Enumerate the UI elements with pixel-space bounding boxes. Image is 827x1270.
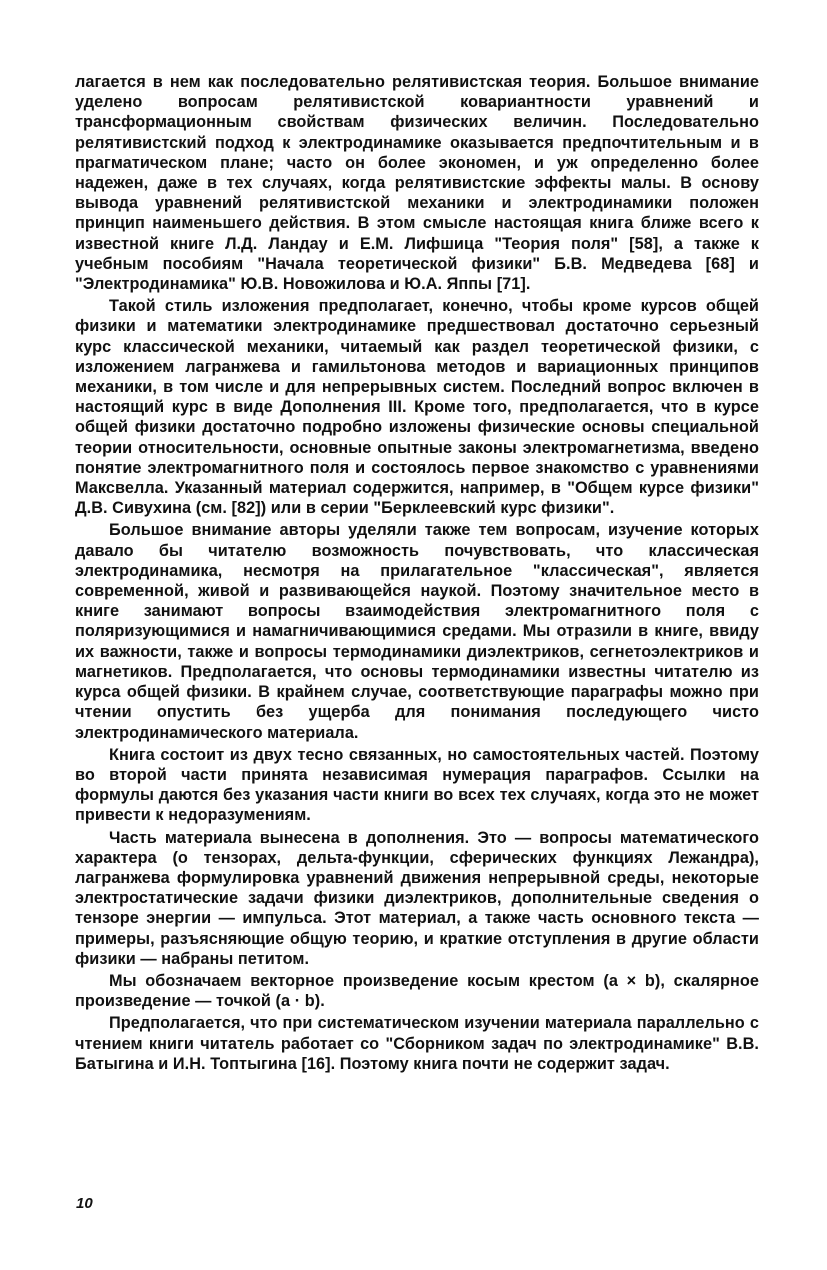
paragraph-6: Мы обозначаем векторное произведение косым крестом (a × b), скалярное произведение — точкой (a · b).	[75, 971, 759, 1011]
paragraph-7: Предполагается, что при систематическом изучении материала параллельно с чтением книги читатель работает со "Сборником задач по электродинамике" В.В. Батыгина и И.Н. Топтыгина [16]. Поэтому книга почти не содержит задач.	[75, 1014, 759, 1073]
paragraph-4: Книга состоит из двух тесно связанных, но самостоятельных частей. Поэтому во второй части принята независимая нумерация параграфов. Ссылки на формулы даются без указания части книги во всех тех случаях, когда это не может привести к недоразумениям.	[75, 745, 759, 825]
paragraph-2: Такой стиль изложения предполагает, конечно, чтобы кроме курсов общей физики и математики электродинамике предшествовал достаточно серьезный курс классической механики, читаемый как раздел теоретической физики, с изложением лагранжева и гамильтонова методов и вариационных принципов механики, в том числе и для непрерывных систем. Последний вопрос включен в настоящий курс в виде Дополнения III. Кроме того, предполагается, что в курсе общей физики достаточно подробно изложены физические основы специальной теории относительности, основные опытные законы электромагнетизма, введено понятие электромагнитного поля и состоялось первое знакомство с уравнениями Максвелла. Указанный материал содержится, например, в "Общем курсе физики" Д.В. Сивухина (см. [82]) или в серии "Берклеевский курс физики".	[75, 297, 759, 518]
paragraph-3: Большое внимание авторы уделяли также тем вопросам, изучение которых давало бы читателю возможность почувствовать, что классическая электродинамика, несмотря на прилагательное "классическая", является современной, живой и развивающейся наукой. Поэтому значительное место в книге занимают вопросы взаимодействия электромагнитного поля с поляризующимися и намагничивающимися средами. Мы отразили в книге, ввиду их важности, также и вопросы термодинамики диэлектриков, сегнетоэлектриков и магнетиков. Предполагается, что основы термодинамики известны читателю из курса общей физики. В крайнем случае, соответствующие параграфы можно при чтении опустить без ущерба для понимания последующего чисто электродинамического материала.	[75, 521, 759, 742]
paragraph-5: Часть материала вынесена в дополнения. Это — вопросы математического характера (о тензорах, дельта-функции, сферических функциях Лежандра), лагранжева формулировка уравнений движения непрерывной среды, некоторые электростатические задачи физики диэлектриков, дополнительные сведения о тензоре энергии — импульса. Этот материал, а также часть основного текста — примеры, разъясняющие общую теорию, и краткие отступления в другие области физики — набраны петитом.	[75, 828, 759, 968]
page-number: 10	[76, 1195, 93, 1212]
page-text-block	[75, 72, 759, 1074]
paragraph-1: лагается в нем как последовательно релятивистская теория. Большое внимание уделено вопросам релятивистской ковариантности уравнений и трансформационным свойствам физических величин. Последовательно релятивистский подход к электродинамике оказывается предпочтительным и в прагматическом плане; часто он более экономен, и уж определенно более надежен, даже в тех случаях, когда релятивистские эффекты малы. В основу вывода уравнений релятивистской механики и электродинамики положен принцип наименьшего действия. В этом смысле настоящая книга ближе всего к известной книге Л.Д. Ландау и Е.М. Лифшица "Теория поля" [58], а также к учебным пособиям "Начала теоретической физики" Б.В. Медведева [68] и "Электродинамика" Ю.В. Новожилова и Ю.А. Яппы [71].	[75, 73, 759, 294]
